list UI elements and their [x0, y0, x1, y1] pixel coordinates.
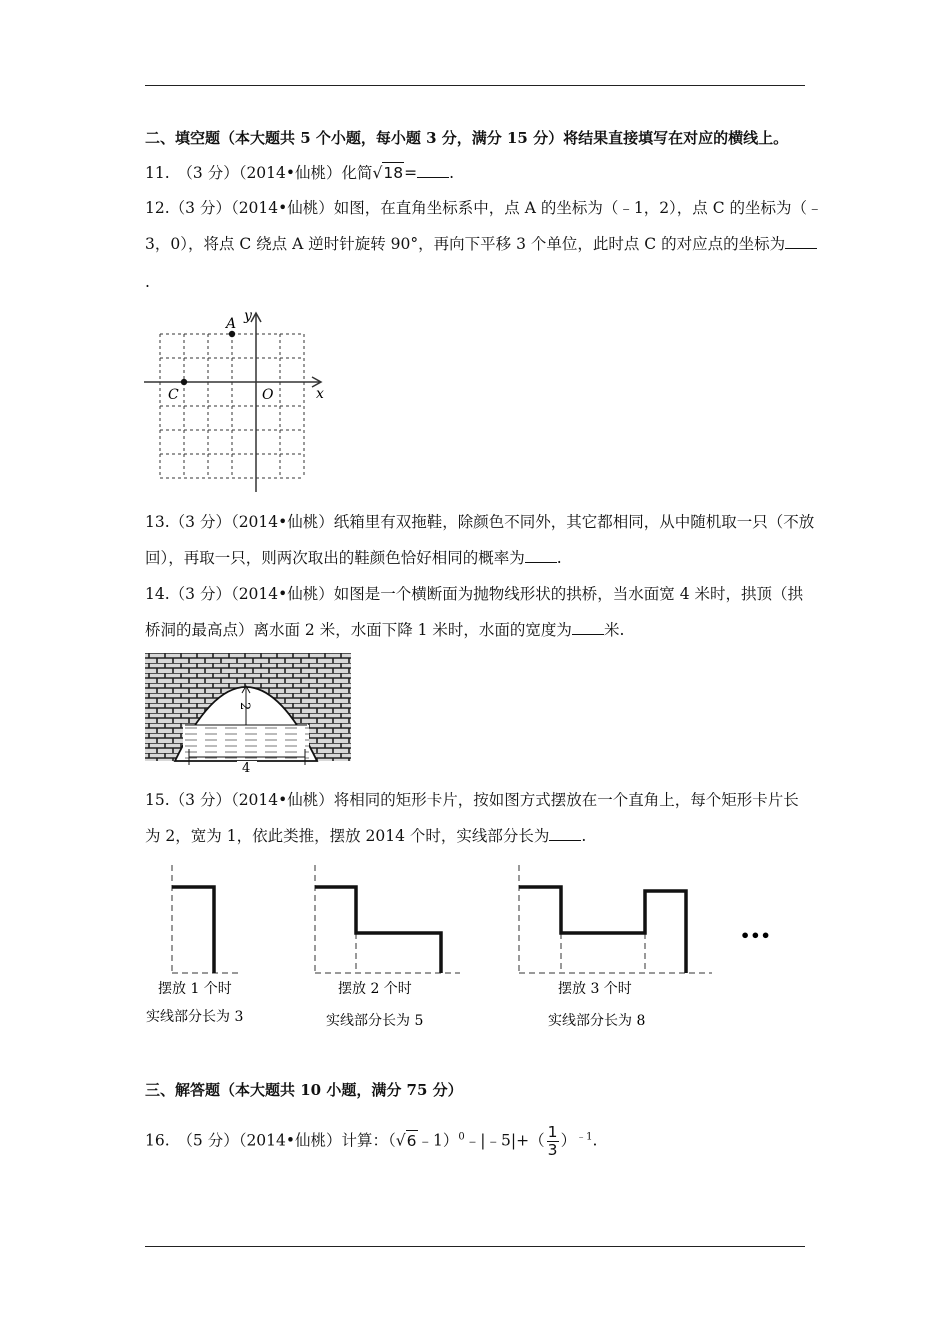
answer-blank — [525, 548, 557, 563]
label-o: O — [262, 387, 274, 403]
y-axis — [251, 313, 261, 492]
question-13-line-1: 13.（3 分）（2014•仙桃）纸箱里有双拖鞋，除颜色不同外，其它都相同，从中随机取一只（不放 — [145, 513, 815, 531]
section-2-title: 二、填空题（本大题共 5 个小题，每小题 3 分，满分 15 分）将结果直接填写在对应的横线上。 — [145, 129, 789, 147]
length-1: 实线部分长为 3 — [146, 1009, 244, 1025]
ellipsis: ••• — [740, 926, 771, 945]
label-c: C — [168, 387, 179, 403]
arch-bridge-figure — [145, 653, 351, 773]
question-15-line-2: 为 2，宽为 1，依此类推，摆放 2014 个时，实线部分长为 . — [145, 827, 587, 845]
section-3-title: 三、解答题（本大题共 10 小题，满分 75 分） — [145, 1081, 463, 1099]
water-surface — [183, 725, 309, 759]
label-y: y — [244, 308, 252, 324]
question-16: 16. （5 分）（2014•仙桃）计算：（√6﹣1）$^0$﹣|﹣5|+（ $\frac{1}{3}$ ）$^{﹣1}$. — [145, 1123, 598, 1159]
question-14-line-2: 桥洞的最高点）离水面 2 米，水面下降 1 米时，水面的宽度为 米. — [145, 621, 625, 639]
question-12-line-1: 12.（3 分）（2014•仙桃）如图，在直角坐标系中，点 A 的坐标为（﹣1，2），点 C 的坐标为（﹣ — [145, 199, 823, 217]
footer-rule — [145, 1246, 805, 1247]
question-11: 11. （3 分）（2014•仙桃）化简√18= . — [145, 164, 455, 182]
answer-blank — [785, 234, 817, 249]
point-c — [181, 379, 187, 385]
label-a: A — [226, 316, 237, 332]
width-label: 4 — [242, 761, 251, 773]
figure-3 — [519, 865, 712, 1029]
label-x: x — [316, 386, 324, 402]
question-14-line-1: 14.（3 分）（2014•仙桃）如图是一个横断面为抛物线形状的拱桥，当水面宽 4 米时，拱顶（拱 — [145, 585, 803, 603]
caption-2: 摆放 2 个时 — [338, 981, 412, 997]
length-2: 实线部分长为 5 — [326, 1013, 424, 1029]
height-label: 2 — [237, 702, 252, 711]
answer-blank — [549, 826, 581, 841]
card-arrangement-figure — [140, 855, 780, 1035]
question-13-line-2: 回），再取一只，则两次取出的鞋颜色恰好相同的概率为 . — [145, 549, 562, 567]
question-15-line-1: 15.（3 分）（2014•仙桃）将相同的矩形卡片，按如图方式摆放在一个直角上，每个矩形卡片长 — [145, 791, 799, 809]
answer-blank — [417, 163, 449, 178]
length-3: 实线部分长为 8 — [548, 1013, 646, 1029]
answer-blank — [572, 620, 604, 635]
question-12-line-2: 3，0），将点 C 绕点 A 逆时针旋转 90°，再向下平移 3 个单位，此时点 C 的对应点的坐标为 — [145, 234, 817, 254]
coordinate-grid-figure — [140, 306, 340, 496]
caption-1: 摆放 1 个时 — [158, 981, 232, 997]
figure-1 — [146, 865, 243, 1025]
caption-3: 摆放 3 个时 — [558, 981, 632, 997]
figure-2 — [315, 865, 460, 1029]
question-12-line-3: . — [145, 273, 150, 291]
fraction-one-third: $\frac{1}{3}$ — [547, 1123, 558, 1159]
header-rule — [145, 85, 805, 86]
